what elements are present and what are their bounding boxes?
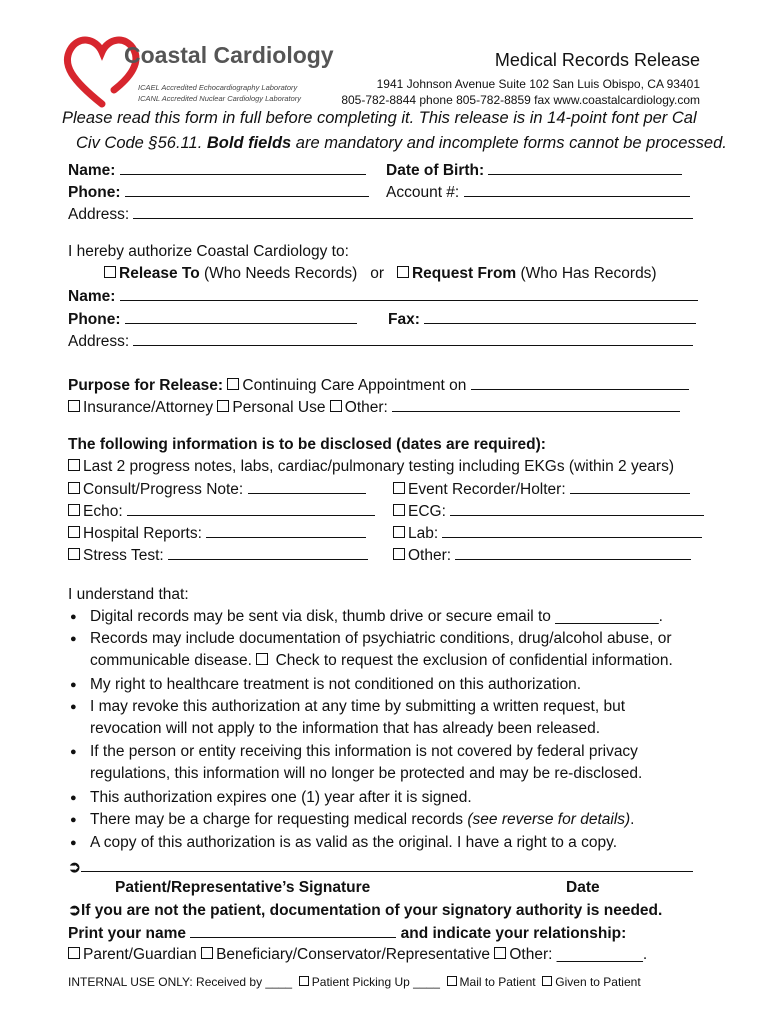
recipient-phone-label: Phone: — [68, 311, 121, 328]
stress-label: Stress Test: — [83, 547, 164, 564]
stress-checkbox[interactable] — [68, 548, 80, 560]
patient-phone-label: Phone: — [68, 184, 121, 201]
signature-row — [68, 857, 693, 877]
disclose-other-checkbox[interactable] — [393, 548, 405, 560]
purpose-other-label: Other: — [344, 399, 388, 416]
stress-row — [68, 545, 368, 565]
ecg-checkbox[interactable] — [393, 504, 405, 516]
instructions-rest: are mandatory and incomplete forms cannot be processed. — [291, 134, 727, 152]
understand-intro: I understand that: — [68, 586, 189, 603]
release-to-label: Release To — [119, 265, 200, 282]
clinic-address: 1941 Johnson Avenue Suite 102 San Luis Obispo, CA 93401 — [376, 77, 700, 91]
logo — [62, 30, 334, 110]
recipient-address-field[interactable] — [133, 331, 693, 346]
signature-field[interactable] — [81, 857, 693, 872]
last-2-checkbox[interactable] — [68, 459, 80, 471]
personal-use-checkbox[interactable] — [217, 400, 229, 412]
relationship-other-checkbox[interactable] — [494, 947, 506, 959]
recipient-name-field[interactable] — [120, 286, 698, 301]
date-label: Date — [566, 879, 600, 896]
disclose-other-row — [393, 545, 691, 565]
echo-label: Echo: — [83, 503, 123, 520]
recipient-name-label: Name: — [68, 288, 116, 305]
mail-to-patient-checkbox[interactable] — [447, 976, 457, 986]
last-2-row — [68, 457, 674, 477]
hospital-date-field[interactable] — [206, 523, 366, 538]
disclose-heading: The following information is to be disclosed (dates are required): — [68, 436, 546, 453]
parent-guardian-checkbox[interactable] — [68, 947, 80, 959]
understand-bullet-7-end: . — [630, 811, 635, 828]
lab-date-field[interactable] — [442, 523, 702, 538]
print-name-field[interactable] — [190, 923, 396, 938]
patient-address-row — [68, 204, 693, 224]
internal-use-label: INTERNAL USE ONLY: Received by ____ — [68, 975, 293, 989]
instructions-line-1: Please read this form in full before completing it. This release is in 14-point font per Cal — [62, 109, 697, 127]
event-row — [393, 479, 690, 499]
relationship-row — [68, 945, 647, 965]
recipient-phone-field[interactable] — [125, 309, 357, 324]
authorize-intro: I hereby authorize Coastal Cardiology to: — [68, 243, 349, 260]
given-to-patient-label: Given to Patient — [555, 975, 641, 989]
disclose-other-label: Other: — [408, 547, 452, 564]
understand-bullet-4b: revocation will not apply to the information that has already been released. — [90, 720, 601, 737]
print-name-label: Print your name — [68, 925, 186, 942]
understand-bullet-4a: I may revoke this authorization at any time by submitting a written request, but — [90, 698, 626, 715]
understand-bullet-6: This authorization expires one (1) year after it is signed. — [90, 789, 472, 806]
patient-name-row — [68, 160, 366, 180]
instructions-bold-fields: Bold fields — [206, 134, 292, 152]
relationship-label: and indicate your relationship: — [400, 925, 627, 942]
beneficiary-label: Beneficiary/Conservator/Representative — [216, 946, 491, 963]
understand-bullet-8: A copy of this authorization is as valid as the original. I have a right to a copy. — [90, 834, 618, 851]
purpose-other-field[interactable] — [392, 397, 680, 412]
patient-phone-field[interactable] — [125, 182, 369, 197]
bullet: ● — [70, 611, 77, 623]
parent-guardian-label: Parent/Guardian — [83, 946, 197, 963]
instructions-line-2 — [76, 134, 727, 153]
patient-dob-label: Date of Birth: — [386, 162, 485, 179]
patient-dob-row — [386, 160, 682, 180]
understand-bullet-5b: regulations, this information will no longer be protected and may be re-disclosed. — [90, 765, 643, 782]
logo-name: Coastal Cardiology — [124, 42, 334, 68]
patient-account-field[interactable] — [464, 182, 690, 197]
purpose-other-checkbox[interactable] — [330, 400, 342, 412]
recipient-phone-row — [68, 309, 357, 329]
continuing-care-date-field[interactable] — [471, 375, 689, 390]
recipient-address-label: Address: — [68, 333, 130, 350]
consult-label: Consult/Progress Note: — [83, 481, 244, 498]
patient-dob-field[interactable] — [488, 160, 682, 175]
bullet: ● — [70, 633, 77, 645]
understand-bullet-7-text: There may be a charge for requesting medical records — [90, 811, 468, 828]
consult-date-field[interactable] — [248, 479, 366, 494]
ecg-date-field[interactable] — [450, 501, 704, 516]
continuing-care-checkbox[interactable] — [227, 378, 239, 390]
understand-bullet-7 — [90, 810, 634, 830]
event-label: Event Recorder/Holter: — [408, 481, 566, 498]
given-to-patient-checkbox[interactable] — [542, 976, 552, 986]
patient-phone-row — [68, 182, 369, 202]
understand-bullet-2b-pre: communicable disease. — [90, 652, 257, 669]
patient-address-label: Address: — [68, 206, 130, 223]
relationship-other-label: Other: __________. — [509, 946, 648, 963]
bullet: ● — [70, 701, 77, 713]
authority-notice-row — [68, 901, 662, 921]
stress-date-field[interactable] — [168, 545, 368, 560]
lab-label: Lab: — [408, 525, 439, 542]
personal-use-label: Personal Use — [232, 399, 326, 416]
request-from-label: Request From — [411, 265, 517, 282]
request-from-note: (Who Has Records) — [516, 265, 657, 282]
understand-bullet-2b-post: Check to request the exclusion of confidential information. — [271, 652, 673, 669]
echo-checkbox[interactable] — [68, 504, 80, 516]
bullet: ● — [70, 746, 77, 758]
event-date-field[interactable] — [570, 479, 690, 494]
patient-name-field[interactable] — [120, 160, 366, 175]
patient-picking-up-label: Patient Picking Up ____ — [311, 975, 440, 989]
logo-subtitle-2: ICANL Accredited Nuclear Cardiology Laboratory — [138, 94, 301, 103]
release-to-note: (Who Needs Records) — [199, 265, 358, 282]
understand-bullet-2b — [90, 651, 673, 671]
purpose-label: Purpose for Release: — [68, 377, 224, 394]
recipient-fax-label: Fax: — [388, 311, 420, 328]
recipient-fax-field[interactable] — [424, 309, 696, 324]
print-name-row — [68, 923, 626, 943]
understand-bullet-1: Digital records may be sent via disk, thumb drive or secure email to ____________. — [90, 608, 663, 625]
purpose-row-2 — [68, 397, 680, 417]
bullet: ● — [70, 679, 77, 691]
or-label: or — [370, 265, 385, 282]
patient-address-field[interactable] — [133, 204, 693, 219]
exclude-confidential-checkbox[interactable] — [256, 653, 268, 665]
understand-bullet-2a: Records may include documentation of psychiatric conditions, drug/alcohol abuse, or — [90, 630, 672, 647]
patient-name-label: Name: — [68, 162, 116, 179]
recipient-name-row — [68, 286, 698, 306]
patient-account-label: Account #: — [386, 184, 460, 201]
insurance-attorney-label: Insurance/Attorney — [83, 399, 214, 416]
authority-notice: If you are not the patient, documentation of your signatory authority is needed. — [81, 902, 663, 919]
recipient-fax-row — [388, 309, 696, 329]
hospital-row — [68, 523, 366, 543]
authorize-direction-row — [104, 264, 657, 284]
insurance-attorney-checkbox[interactable] — [68, 400, 80, 412]
echo-row — [68, 501, 375, 521]
signature-label: Patient/Representative’s Signature — [115, 879, 371, 896]
instructions-code: Civ Code §56.11. — [76, 134, 207, 152]
beneficiary-checkbox[interactable] — [201, 947, 213, 959]
understand-bullet-3: My right to healthcare treatment is not conditioned on this authorization. — [90, 676, 582, 693]
echo-date-field[interactable] — [127, 501, 375, 516]
request-from-checkbox[interactable] — [397, 266, 409, 278]
patient-account-row — [386, 182, 690, 202]
arrow-icon: ➲ — [68, 859, 81, 876]
hospital-checkbox[interactable] — [68, 526, 80, 538]
bullet: ● — [70, 814, 77, 826]
event-checkbox[interactable] — [393, 482, 405, 494]
understand-bullet-5a: If the person or entity receiving this information is not covered by federal privacy — [90, 743, 638, 760]
continuing-care-label: Continuing Care Appointment on — [242, 377, 467, 394]
logo-subtitle-1: ICAEL Accredited Echocardiography Laboratory — [138, 83, 298, 92]
release-to-checkbox[interactable] — [104, 266, 116, 278]
mail-to-patient-label: Mail to Patient — [459, 975, 536, 989]
consult-row — [68, 479, 366, 499]
lab-checkbox[interactable] — [393, 526, 405, 538]
disclose-other-field[interactable] — [455, 545, 691, 560]
ecg-row — [393, 501, 704, 521]
understand-bullet-7-italic: (see reverse for details) — [467, 811, 631, 828]
purpose-row-1 — [68, 375, 689, 395]
recipient-address-row — [68, 331, 693, 351]
clinic-contact: 805-782-8844 phone 805-782-8859 fax www.coastalcardiology.com — [341, 93, 700, 107]
ecg-label: ECG: — [408, 503, 446, 520]
arrow-icon: ➲ — [68, 902, 81, 919]
consult-checkbox[interactable] — [68, 482, 80, 494]
lab-row — [393, 523, 702, 543]
patient-picking-up-checkbox[interactable] — [299, 976, 309, 986]
bullet: ● — [70, 792, 77, 804]
internal-use-row — [68, 972, 641, 992]
form-title: Medical Records Release — [494, 50, 700, 70]
last-2-label: Last 2 progress notes, labs, cardiac/pulmonary testing including EKGs (within 2 years) — [83, 458, 675, 475]
bullet: ● — [70, 837, 77, 849]
hospital-label: Hospital Reports: — [83, 525, 202, 542]
